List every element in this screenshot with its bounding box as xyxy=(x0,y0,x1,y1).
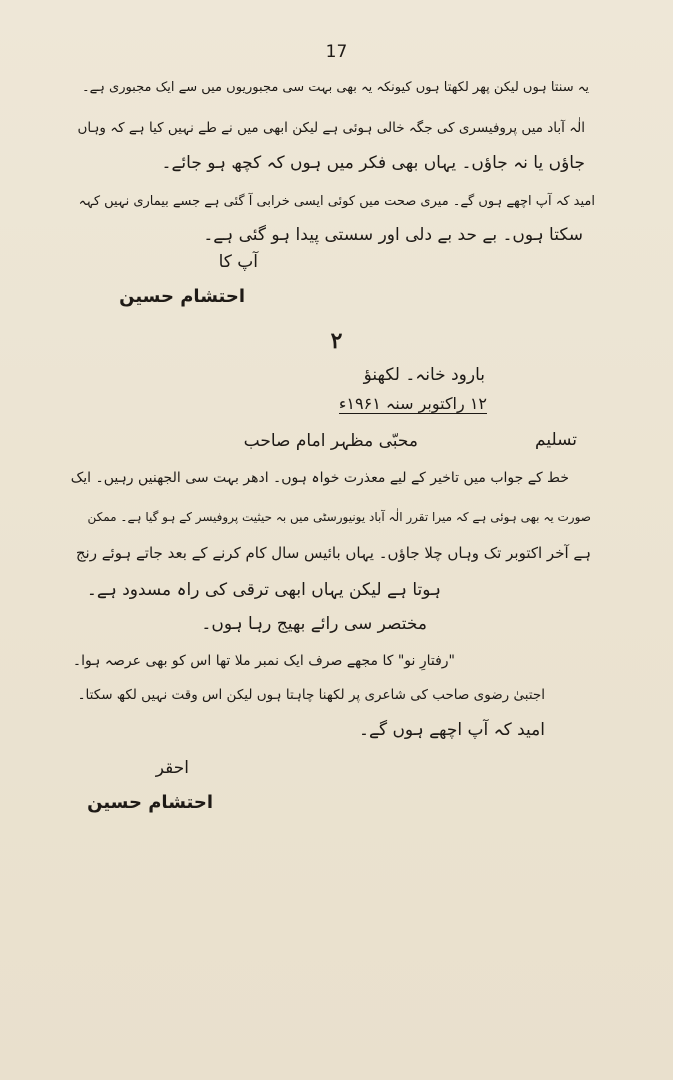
letter2-line: امید کہ آپ اچھے ہوں گے۔ xyxy=(359,720,545,740)
letter1-signature: احتشام حسین xyxy=(119,286,245,307)
page-number: 17 xyxy=(325,42,348,62)
letter1-line: الٰہ آباد میں پروفیسری کی جگہ خالی ہوئی ہے لیکن ابھی میں نے طے نہیں کیا ہے کہ وہاں xyxy=(77,120,585,136)
letter1-line: سکتا ہوں۔ بے حد بے دلی اور سستی پیدا ہو گئی ہے۔ xyxy=(203,225,583,245)
letter2-line: ہے آخر اکتوبر تک وہاں چلا جاؤں۔ یہاں بائیس سال کام کرنے کے بعد جاتے ہوئے رنج xyxy=(75,544,591,562)
letter1-line: امید کہ آپ اچھے ہوں گے۔ میری صحت میں کوئی ایسی خرابی آ گئی ہے جسے بیماری نہیں کہہ xyxy=(78,194,595,209)
letter2-line: مختصر سی رائے بھیج رہا ہوں۔ xyxy=(201,614,427,634)
letter2-signature: احتشام حسین xyxy=(87,792,213,813)
letter2-line: "رفتارِ نو" کا مجھے صرف ایک نمبر ملا تھا اس کو بھی عرصہ ہوا۔ xyxy=(72,653,455,669)
letter2-greeting: تسلیم xyxy=(535,430,577,450)
letter2-place: بارود خانہ۔ لکھنؤ xyxy=(363,365,485,385)
letter2-closing: احقر xyxy=(155,758,189,778)
letter2-salutation: محبّی مظہر امام صاحب xyxy=(243,431,418,451)
letter2-date: ۱۲ راکتوبر سنہ ۱۹۶۱ء xyxy=(338,394,487,413)
letter2-line: ہوتا ہے لیکن یہاں ابھی ترقی کی راہ مسدود ہے۔ xyxy=(86,580,441,600)
letter2-line: خط کے جواب میں تاخیر کے لیے معذرت خواہ ہوں۔ ادھر بہت سی الجھنیں رہیں۔ ایک xyxy=(70,470,569,486)
letter2-line: صورت یہ بھی ہوئی ہے کہ میرا تقرر الٰہ آباد یونیورسٹی میں بہ حیثیت پروفیسر کے ہو گیا ہے۔ ممکن xyxy=(87,510,591,524)
letter-number: ۲ xyxy=(330,328,343,354)
letter2-line: اجتبیٰ رضوی صاحب کی شاعری پر لکھنا چاہتا ہوں لیکن اس وقت نہیں لکھ سکتا۔ xyxy=(77,687,545,703)
letter1-closing: آپ کا xyxy=(218,252,258,272)
letter1-line: یہ سنتا ہوں لیکن پھر لکھتا ہوں کیونکہ یہ بھی بہت سی مجبوریوں میں سے ایک مجبوری ہے۔ xyxy=(82,80,589,95)
letter1-line: جاؤں یا نہ جاؤں۔ یہاں بھی فکر میں ہوں کہ کچھ ہو جائے۔ xyxy=(161,153,585,173)
